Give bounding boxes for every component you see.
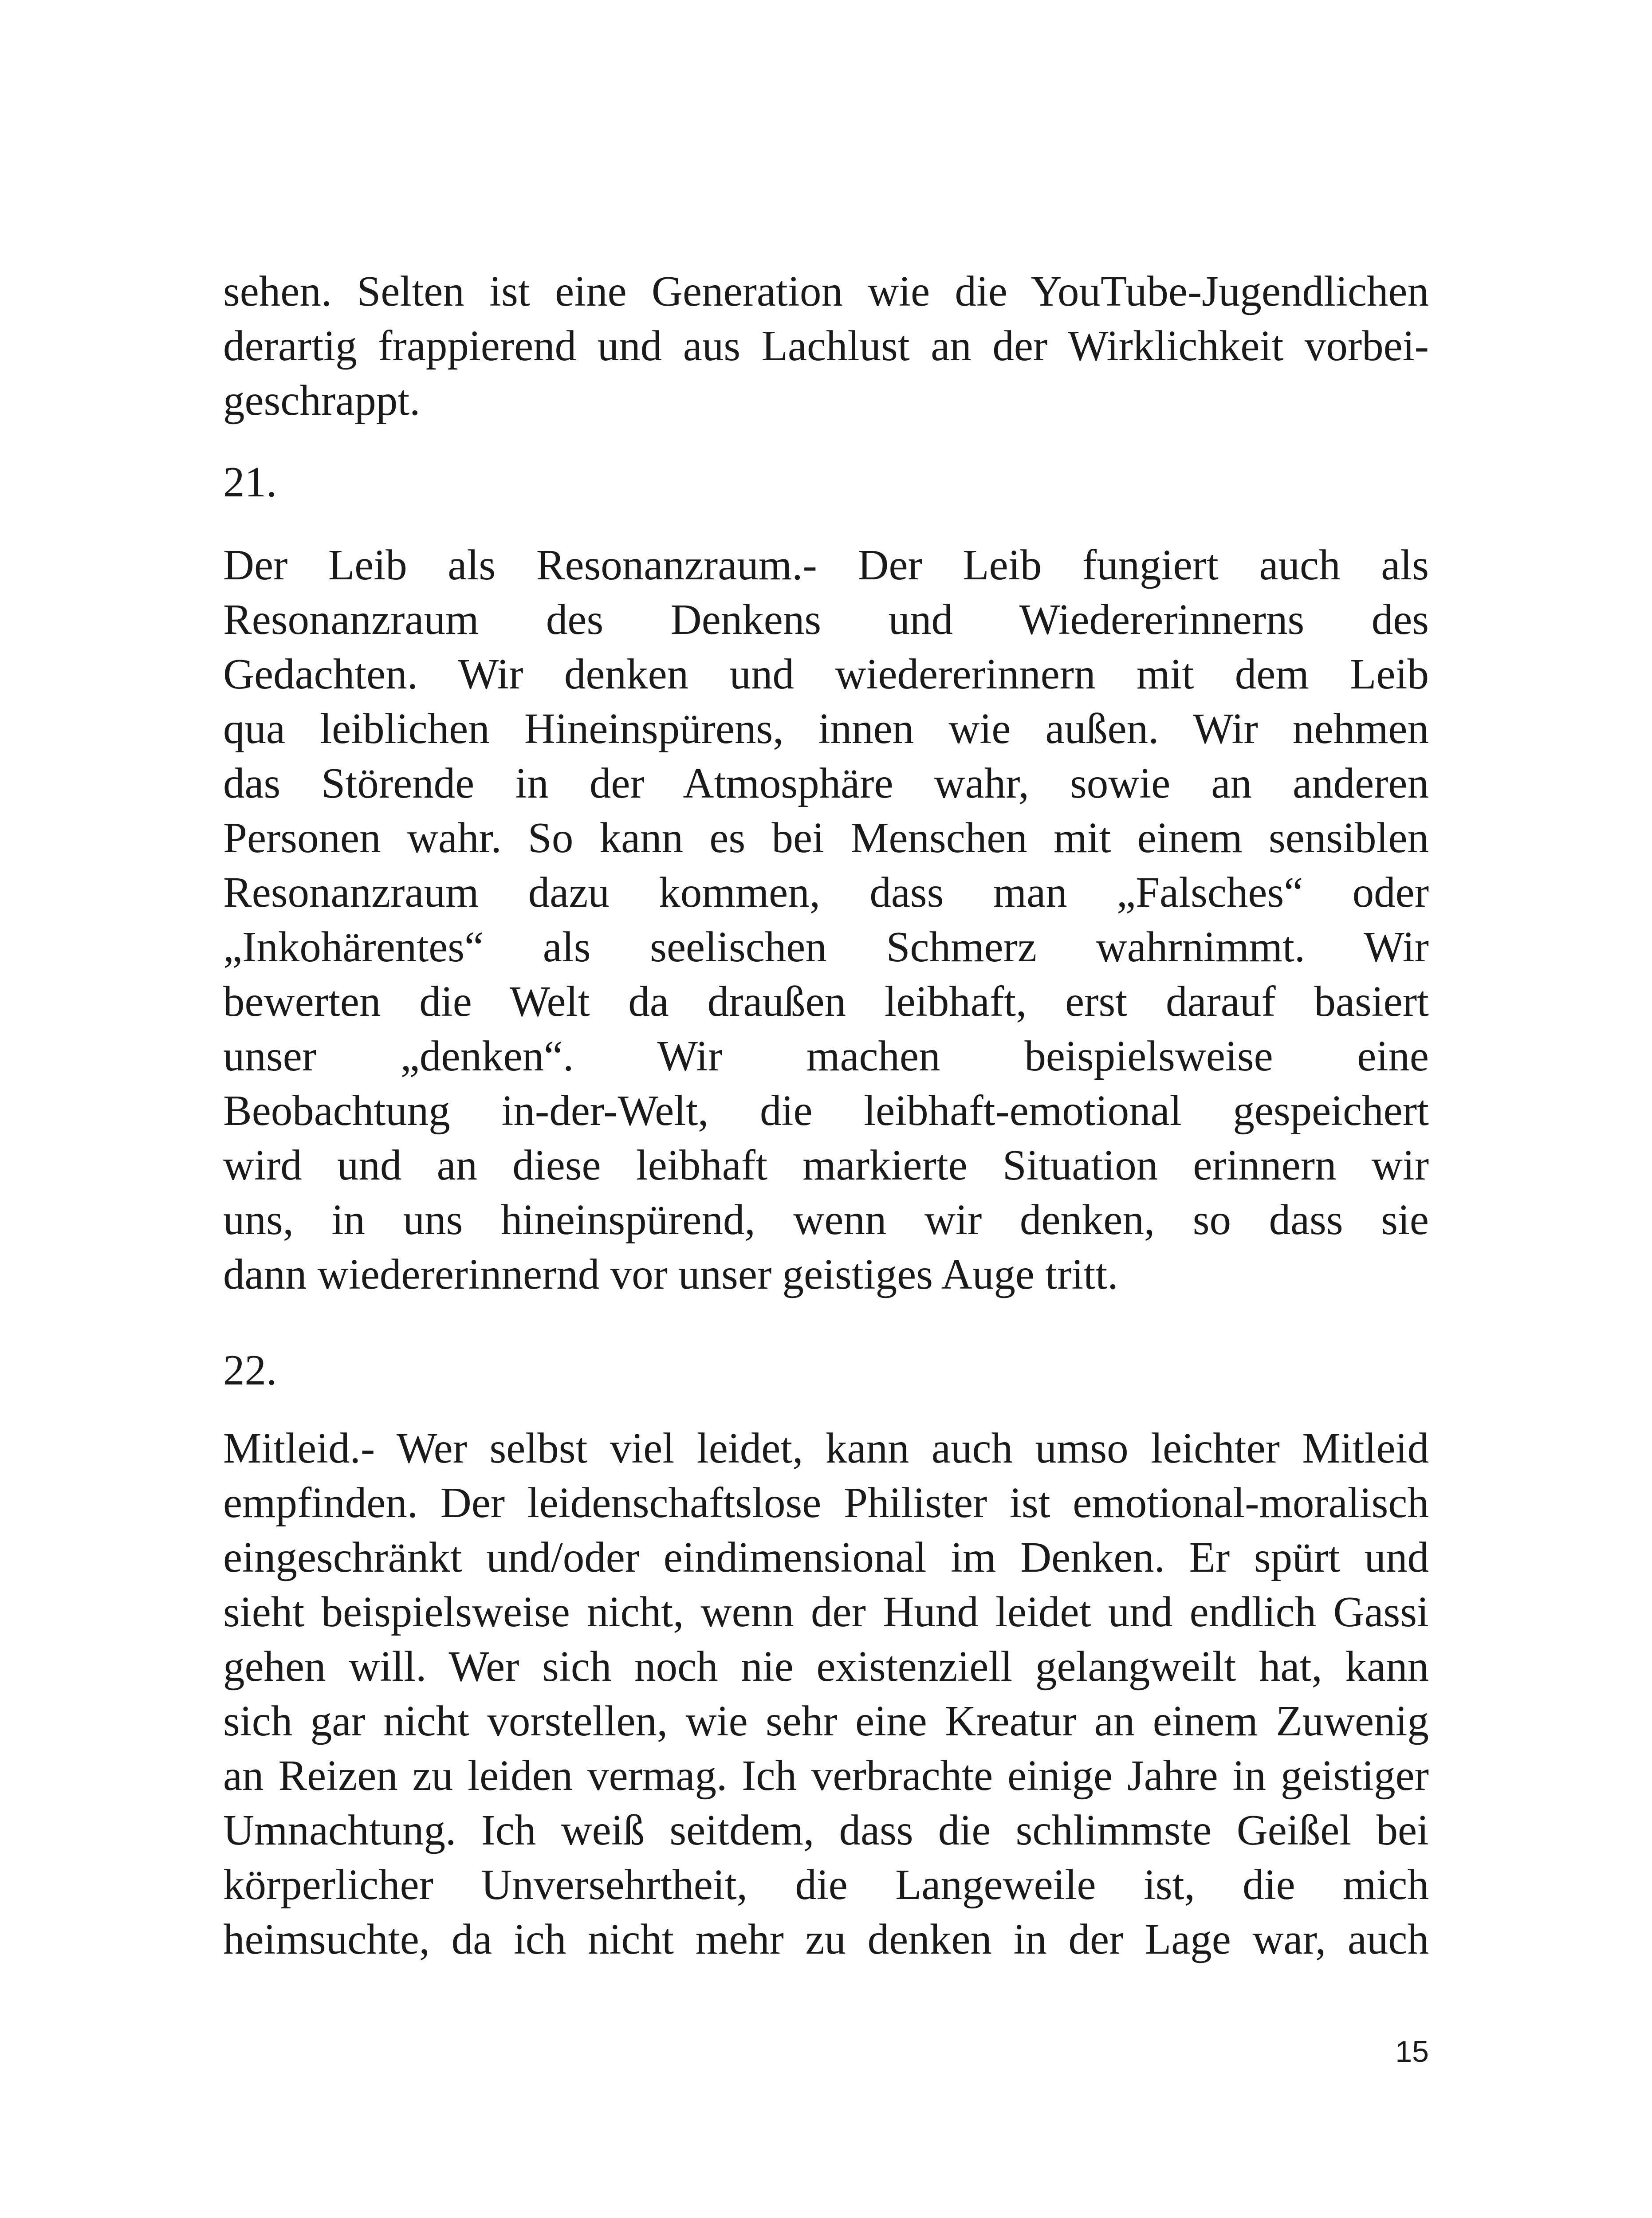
text-line: sehen. Selten ist eine Generation wie die YouTube-Jugendlichen — [223, 267, 1429, 315]
text-line: wird und an diese leibhaft markierte Situation erinnern wir — [223, 1141, 1429, 1189]
text-line: Gedachten. Wir denken und wiedererinnern mit dem Leib — [223, 650, 1429, 698]
text-line: gehen will. Wer sich noch nie existenziell gelangweilt hat, kann — [223, 1643, 1429, 1690]
text-line: derartig frappierend und aus Lachlust an der Wirklichkeit vorbei- — [223, 322, 1429, 370]
paragraph-21 — [223, 538, 1429, 1302]
text-line: an Reizen zu leiden vermag. Ich verbrachte einige Jahre in geistiger — [223, 1752, 1429, 1799]
text-line: das Störende in der Atmosphäre wahr, sowie an anderen — [223, 759, 1429, 807]
text-line: „Inkohärentes“ als seelischen Schmerz wahrnimmt. Wir — [223, 923, 1429, 971]
text-line: körperlicher Unversehrtheit, die Langeweile ist, die mich — [223, 1861, 1429, 1908]
text-line: sieht beispielsweise nicht, wenn der Hund leidet und endlich Gassi — [223, 1588, 1429, 1636]
page-number: 15 — [1395, 2035, 1429, 2069]
text-line: unser „denken“. Wir machen beispielsweise eine — [223, 1032, 1429, 1080]
text-line: Mitleid.- Wer selbst viel leidet, kann auch umso leichter Mitleid — [223, 1424, 1429, 1472]
text-line: Personen wahr. So kann es bei Menschen mit einem sensiblen — [223, 814, 1429, 861]
text-line: geschrappt. — [223, 377, 421, 424]
section-number-21: 21. — [223, 458, 277, 506]
text-line: Umnachtung. Ich weiß seitdem, dass die schlimmste Geißel bei — [223, 1806, 1429, 1854]
text-line: empfinden. Der leidenschaftslose Philister ist emotional-moralisch — [223, 1479, 1429, 1526]
intro-paragraph — [223, 264, 1429, 428]
text-line: Beobachtung in-der-Welt, die leibhaft-emotional gespeichert — [223, 1087, 1429, 1134]
text-line: Der Leib als Resonanzraum.- Der Leib fungiert auch als — [223, 541, 1429, 589]
text-line: heimsuchte, da ich nicht mehr zu denken in der Lage war, auch — [223, 1915, 1429, 1963]
text-line: sich gar nicht vorstellen, wie sehr eine Kreatur an einem Zuwenig — [223, 1697, 1429, 1745]
text-line: Resonanzraum des Denkens und Wiedererinnerns des — [223, 596, 1429, 643]
text-line: Resonanzraum dazu kommen, dass man „Falsches“ oder — [223, 869, 1429, 916]
paragraph-22 — [223, 1421, 1429, 1966]
section-number-22: 22. — [223, 1346, 277, 1394]
text-line: bewerten die Welt da draußen leibhaft, erst darauf basiert — [223, 978, 1429, 1025]
text-line: uns, in uns hineinspürend, wenn wir denken, so dass sie — [223, 1196, 1429, 1243]
text-line: eingeschränkt und/oder eindimensional im Denken. Er spürt und — [223, 1534, 1429, 1581]
text-line: qua leiblichen Hineinspürens, innen wie außen. Wir nehmen — [223, 705, 1429, 752]
text-line: dann wiedererinnernd vor unser geistiges Auge tritt. — [223, 1251, 1118, 1298]
